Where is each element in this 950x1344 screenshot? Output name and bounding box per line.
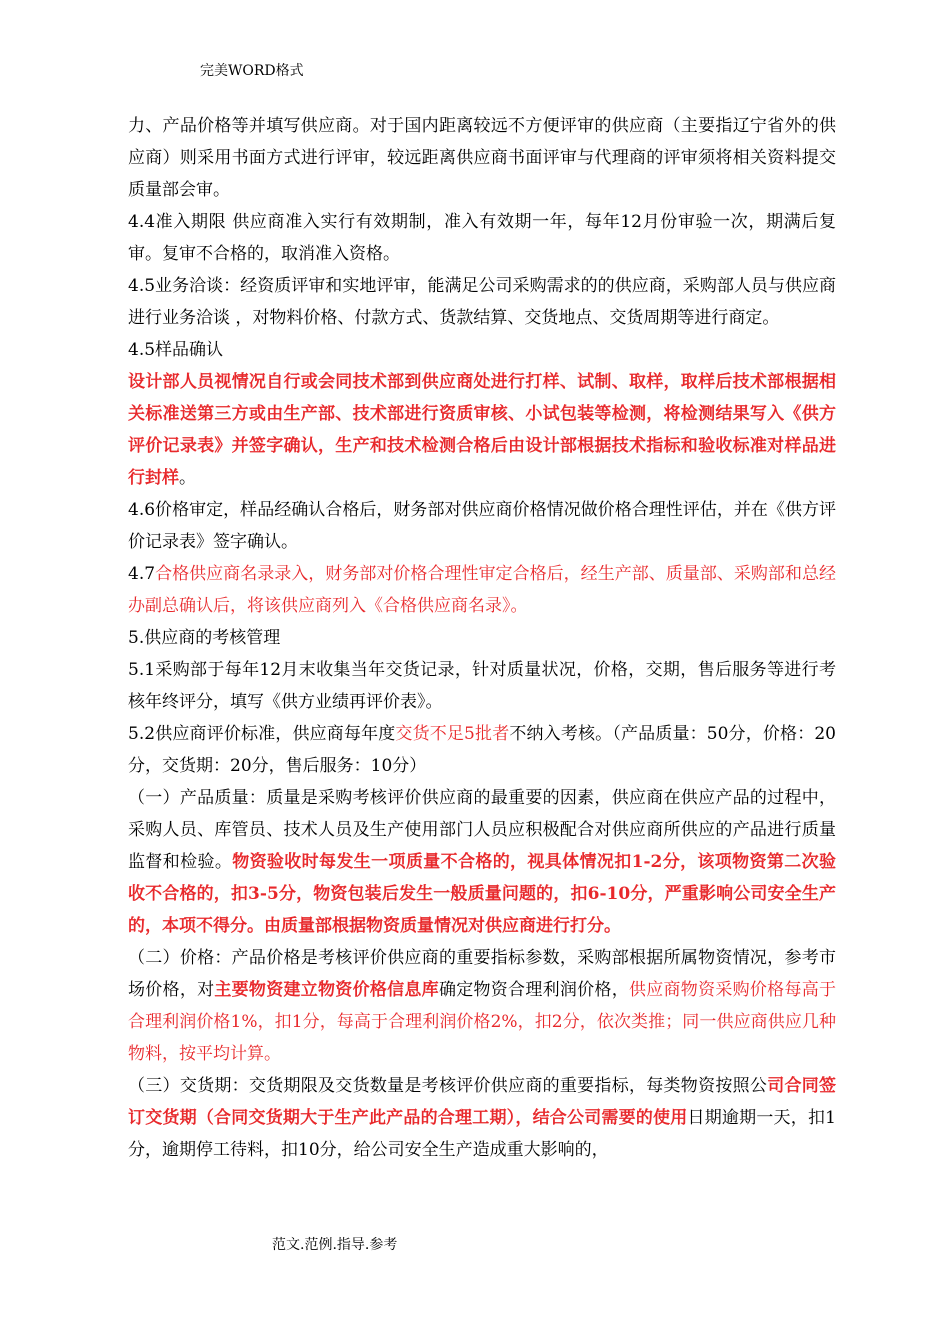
section-5-heading (128, 622, 836, 654)
highlight-red: 合格供应商名录录入，财务部对价格合理性审定合格后，经生产部、质量部、采购部和总经办副总确认后，将该供应商列入《合格供应商名录》。 (128, 564, 836, 616)
paragraph-sample-procedure (128, 366, 836, 494)
text-segment: 4.5样品确认 (128, 340, 224, 360)
text-segment: 4.5业务洽谈：经资质评审和实地评审，能满足公司采购需求的的供应商，采购部人员与供应商进行业务洽谈 ，对物料价格、付款方式、货款结算、交货地点、交货周期等进行商定。 (128, 276, 836, 328)
text-segment: 。 (179, 468, 196, 488)
paragraph-5-1-annual-review (128, 654, 836, 718)
text-segment: 4.6价格审定，样品经确认合格后，财务部对供应商价格情况做价格合理性评估，并在《供方评价记录表》签字确认。 (128, 500, 836, 552)
text-segment: 确定物资合理利润价格， (438, 980, 629, 1000)
paragraph-4-4-admission-period (128, 206, 836, 270)
highlight-red-bold: 设计部人员视情况自行或会同技术部到供应商处进行打样、试制、取样，取样后技术部根据相关标准送第三方或由生产部、技术部进行资质审核、小试包装等检测，将检测结果写入《供方评价记录表》并签字确认，生产和技术检测合格后由设计部根据技术指标和验收标准对样品进行封样 (128, 372, 836, 488)
text-segment: 4.7 (128, 564, 156, 584)
paragraph-price-criteria (128, 942, 836, 1070)
page-footer: 范文.范例.指导.参考 (272, 1237, 398, 1253)
text-segment: 5.1采购部于每年12月末收集当年交货记录，针对质量状况，价格，交期，售后服务等进行考核年终评分，填写《供方业绩再评价表》。 (128, 660, 836, 712)
text-segment: 日期逾期一天，扣1分，逾期停工待料，扣10分，给公司安全生产造成重大影响的， (128, 1108, 836, 1160)
paragraph-4-7-qualified-list (128, 558, 836, 622)
text-segment: 不纳入考核。（产品质量：50分，价格：20分，交货期：20分，售后服务：10分） (128, 724, 836, 776)
paragraph-supplier-review (128, 110, 836, 206)
paragraph-4-5-sample-confirmation-heading (128, 334, 836, 366)
highlight-red-bold: 主要物资建立物资价格信息库 (214, 980, 439, 1000)
paragraph-delivery-criteria (128, 1070, 836, 1166)
paragraph-5-2-evaluation-criteria (128, 718, 836, 782)
text-segment: 5.供应商的考核管理 (128, 628, 281, 648)
highlight-red-bold: 司合同签订交货期（合同交货期大于生产此产品的合理工期），结合公司需要的使用 (128, 1076, 837, 1128)
text-segment: 力、产品价格等并填写供应商。对于国内距离较远不方便评审的供应商（主要指辽宁省外的供应商）则采用书面方式进行评审，较远距离供应商书面评审与代理商的评审须将相关资料提交质量部会审。 (128, 116, 836, 200)
text-segment: 4.4准入期限 供应商准入实行有效期制，准入有效期一年，每年12月份审验一次，期满后复审。复审不合格的，取消准入资格。 (128, 212, 836, 264)
paragraph-quality-criteria (128, 782, 836, 942)
text-segment: （三）交货期：交货期限及交货数量是考核评价供应商的重要指标，每类物资按照公 (128, 1076, 768, 1096)
paragraph-4-5-business-negotiation (128, 270, 836, 334)
page-header: 完美WORD格式 (200, 63, 304, 79)
paragraph-4-6-price-review (128, 494, 836, 558)
text-segment: 5.2供应商评价标准，供应商每年度 (128, 724, 396, 744)
text-segment: （一）产品质量：质量是采购考核评价供应商的最重要的因素，供应商在供应产品的过程中，采购人员、库管员、技术人员及生产使用部门人员应积极配合对供应商所供应的产品进行质量监督和检验。 (128, 788, 836, 872)
highlight-red: 供应商物资采购价格每高于合理利润价格1%，扣1分，每高于合理利润价格2%，扣2分，依次类推；同一供应商供应几种物料，按平均计算。 (128, 980, 837, 1064)
highlight-red: 交货不足5批者 (395, 724, 510, 744)
document-body (128, 110, 836, 1166)
text-segment: （二）价格：产品价格是考核评价供应商的重要指标参数，采购部根据所属物资情况，参考市场价格，对 (128, 948, 836, 1000)
highlight-red-bold: 物资验收时每发生一项质量不合格的，视具体情况扣1-2分，该项物资第二次验收不合格的，扣3-5分，物资包装后发生一般质量问题的，扣6-10分，严重影响公司安全生产的，本项不得分。由质量部根据物资质量情况对供应商进行打分。 (128, 852, 836, 936)
